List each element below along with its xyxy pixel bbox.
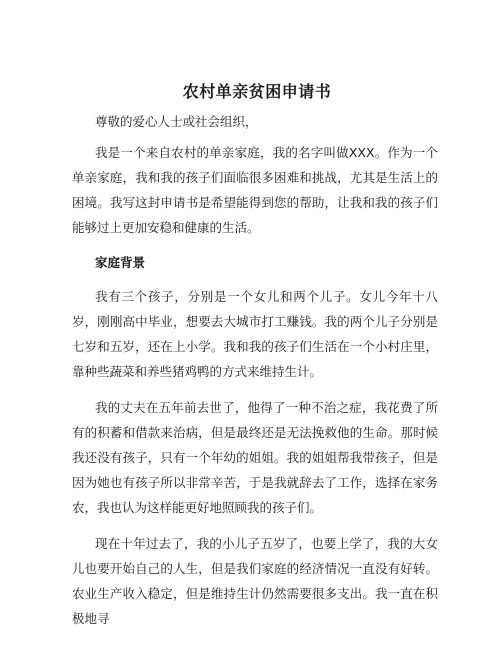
document-title: 农村单亲贫困申请书 xyxy=(182,82,332,101)
paragraph-intro: 我是一个来自农村的单亲家庭，我的名字叫做XXX。作为一个单亲家庭，我和我的孩子们面临很多困难和挑战，尤其是生活上的困境。我写这封申请书是希望能得到您的帮助，让我和我的孩子们能够过上更加安稳和健康的生活。 xyxy=(72,145,438,235)
paragraph-children: 我有三个孩子，分别是一个女儿和两个儿子。女儿今年十八岁，刚刚高中毕业，想要去大城市打工赚钱。我的两个儿子分别是七岁和五岁，还在上小学。我和我的孩子们生活在一个小村庄里，靠种些蔬菜和养些猪鸡鸭的方式来维持生计。 xyxy=(72,289,438,379)
section-heading-family-background: 家庭背景 xyxy=(95,255,146,270)
salutation: 尊敬的爱心人士或社会组织， xyxy=(95,114,258,129)
paragraph-current-situation: 现在十年过去了，我的小儿子五岁了，也要上学了，我的大女儿也要开始自己的人生，但是我们家庭的经济情况一直没有好转。农业生产收入稳定，但是维持生计仍然需要很多支出。我一直在积极地寻 xyxy=(72,536,438,626)
paragraph-husband: 我的丈夫在五年前去世了，他得了一种不治之症，我花费了所有的积蓄和借款来治病，但是最终还是无法挽救他的生命。那时候我还没有孩子，只有一个年幼的姐姐。我的姐姐帮我带孩子，但是因为她也有孩子所以非常辛苦，于是我就辞去了工作，选择在家务农，我也认为这样能更好地照顾我的孩子们。 xyxy=(72,400,438,515)
